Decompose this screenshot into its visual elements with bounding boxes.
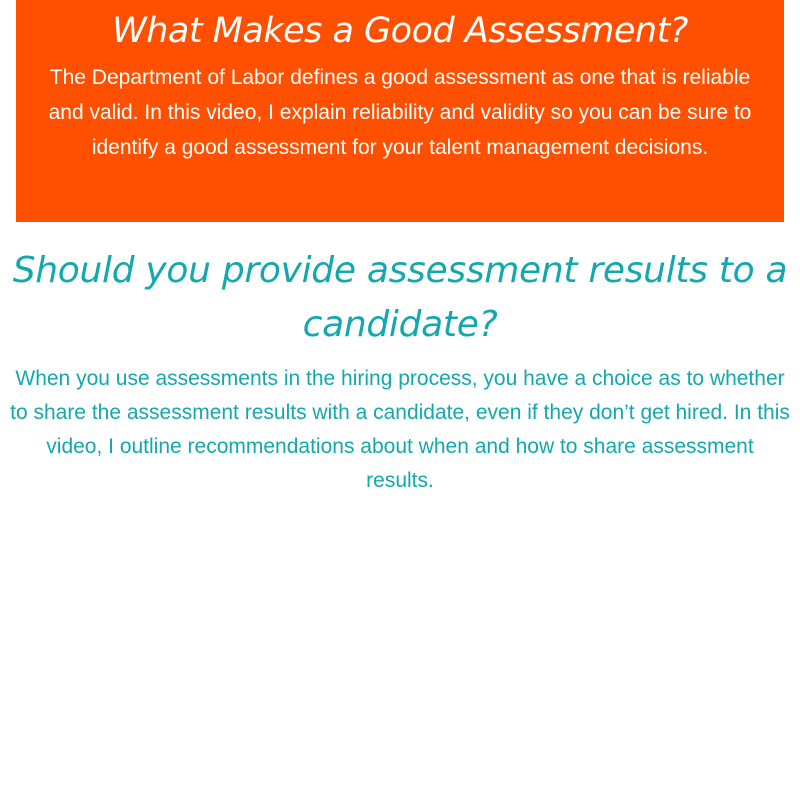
assessment-results-section <box>10 244 790 498</box>
good-assessment-description: The Department of Labor defines a good assessment as one that is reliable and valid. In this video, I explain reliability and validity so you can be sure to identify a good assessment for your talent management decisions. <box>48 66 752 159</box>
good-assessment-heading: What Makes a Good Assessment? <box>112 11 688 51</box>
assessment-results-heading: Should you provide assessment results to a candidate? <box>12 250 788 345</box>
good-assessment-panel <box>16 0 784 222</box>
assessment-results-description: When you use assessments in the hiring process, you have a choice as to whether to share the assessment results with a candidate, even if they don’t get hired. In this video, I outline recommendations about when and how to share assessment results. <box>10 367 790 492</box>
